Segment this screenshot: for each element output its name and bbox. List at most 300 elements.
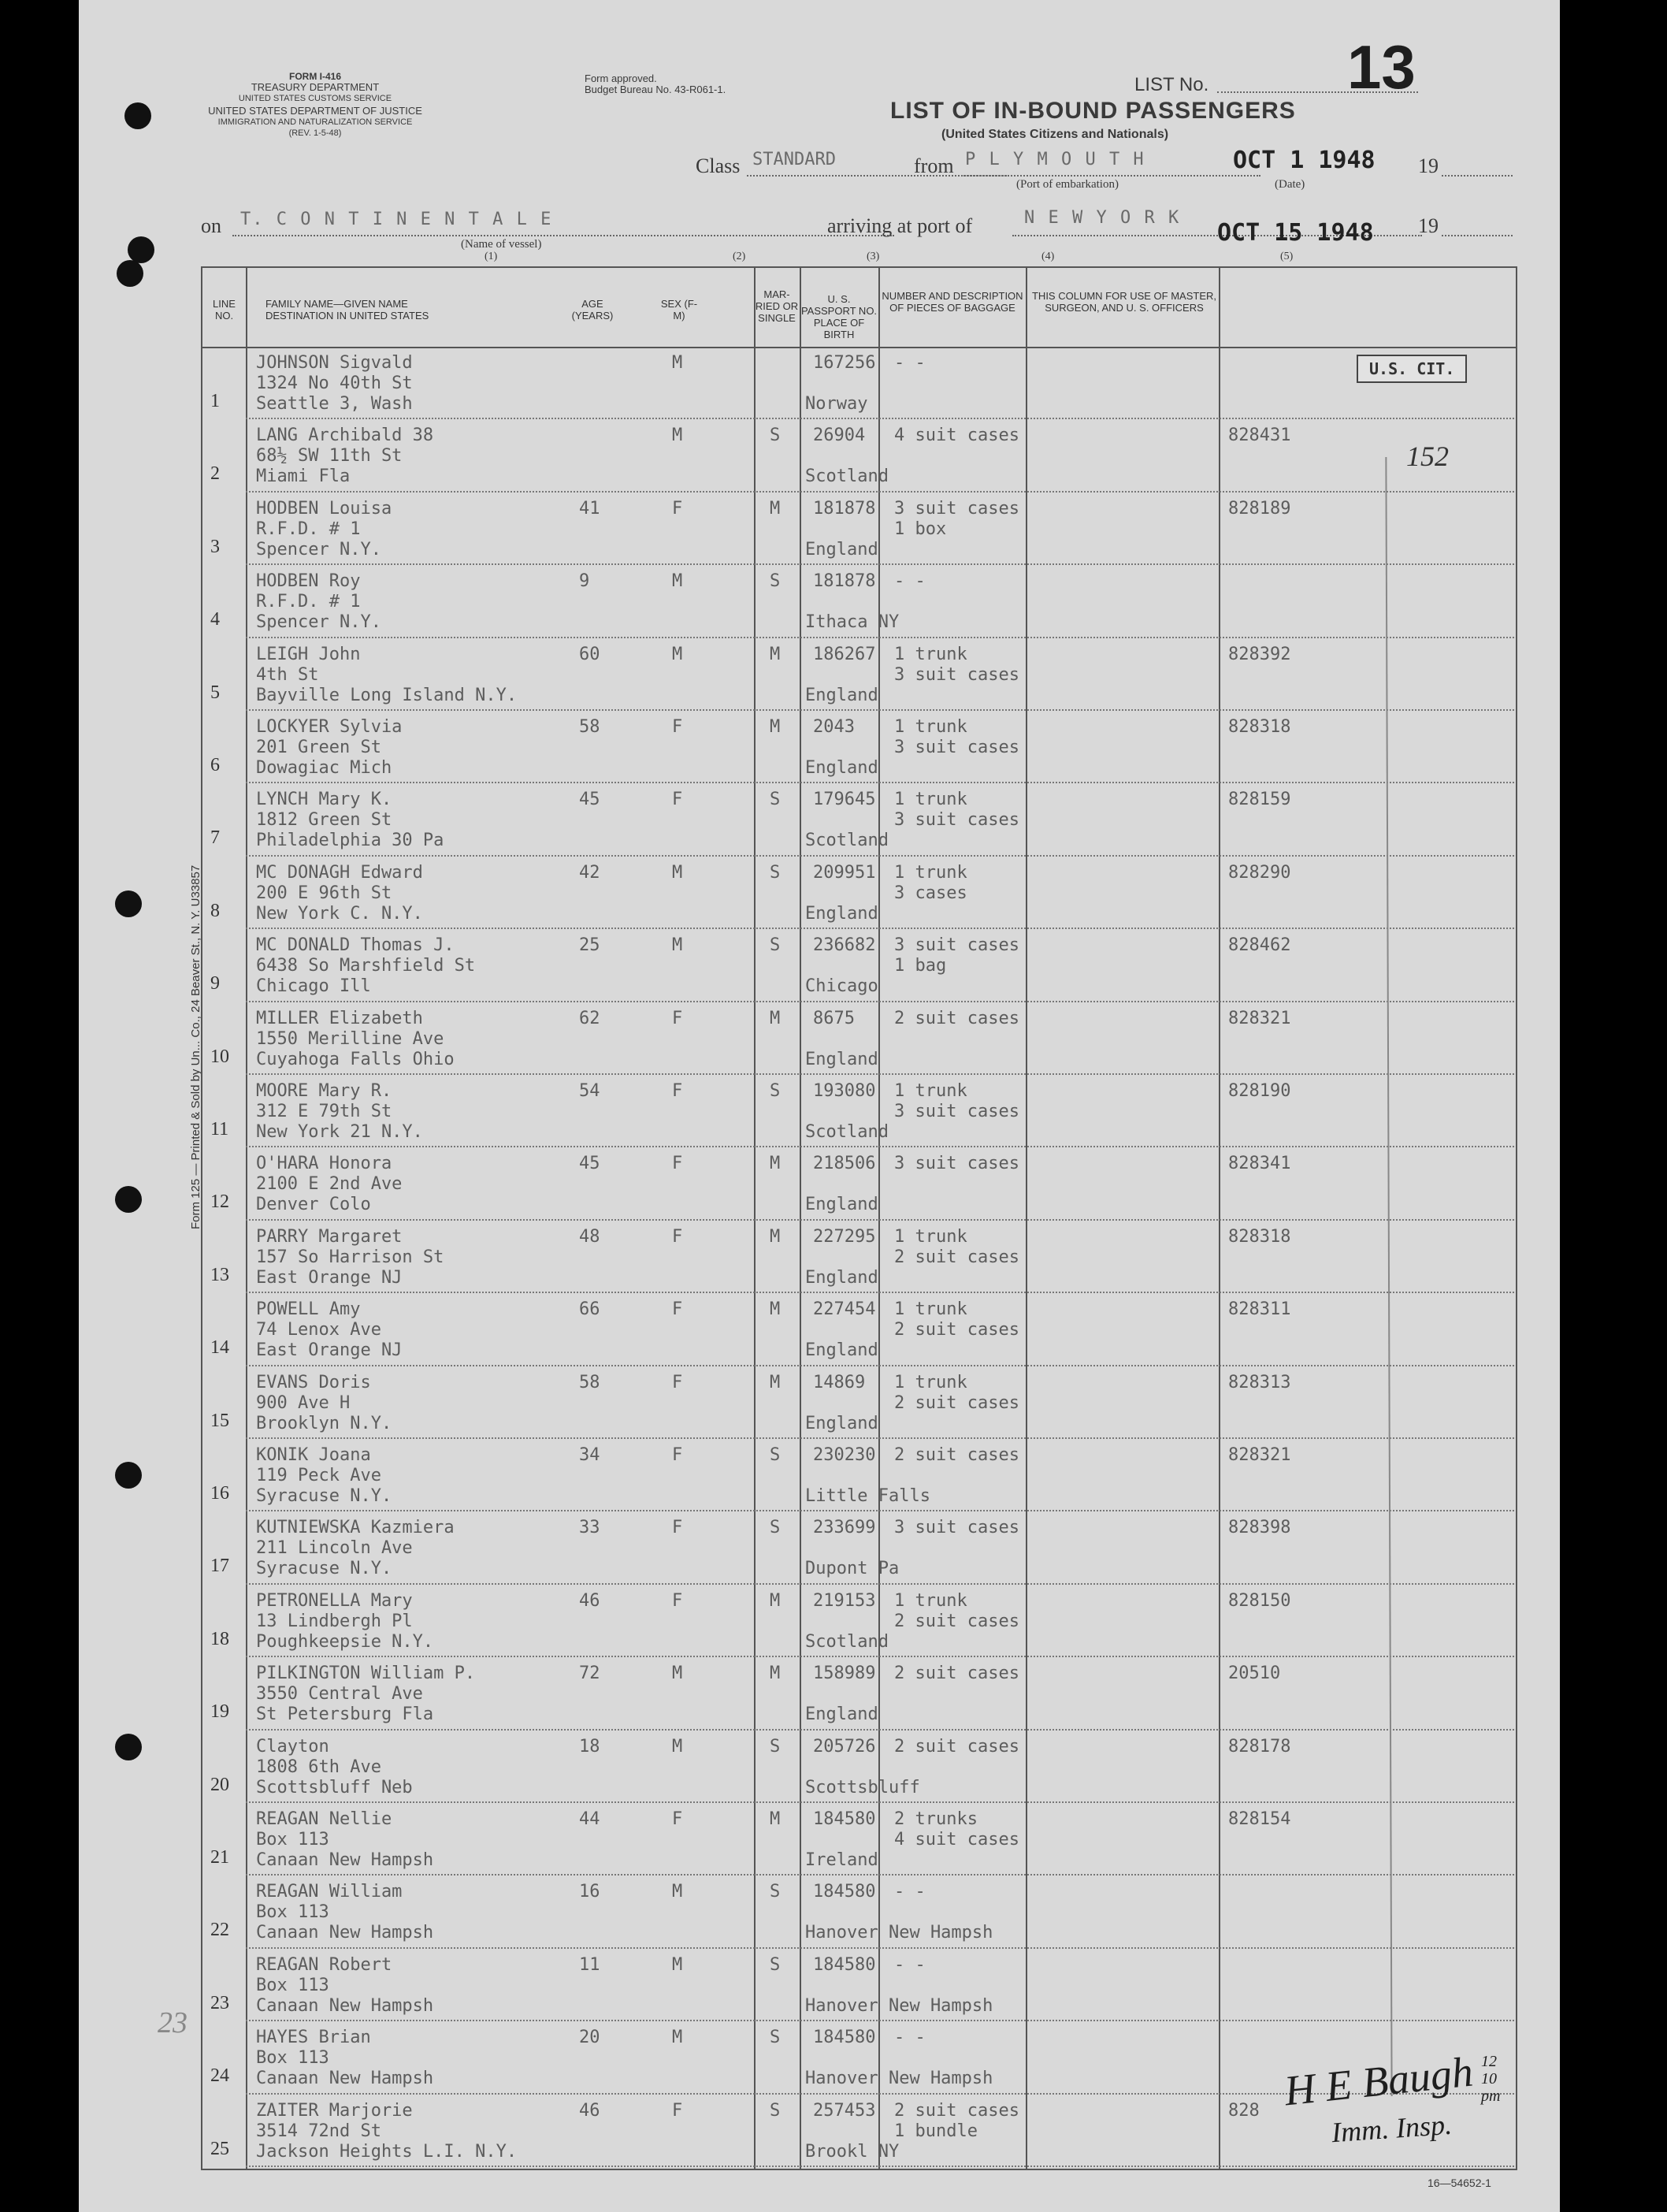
passenger-age: 45 — [579, 1154, 600, 1174]
passenger-name: MC DONALD Thomas J. — [256, 935, 455, 956]
passport-number: 8675 — [813, 1008, 855, 1028]
departure-date-stamp: OCT 1 1948 — [1233, 147, 1376, 174]
passenger-address: 13 Lindbergh Pl — [256, 1611, 413, 1631]
class-value: STANDARD — [752, 150, 836, 169]
passenger-marital-status: M — [770, 498, 781, 519]
passenger-sex: M — [672, 862, 683, 883]
passenger-marital-status: S — [770, 2028, 781, 2048]
passenger-address: 157 So Harrison St — [256, 1247, 444, 1267]
baggage-line-1: 1 trunk — [894, 644, 967, 664]
line-number: 1 — [210, 391, 220, 411]
officer-number: 828462 — [1228, 935, 1291, 956]
passenger-destination: East Orange NJ — [256, 1340, 403, 1361]
passenger-age: 25 — [579, 935, 600, 956]
passenger-marital-status: S — [770, 862, 781, 883]
place-of-birth: Scotland — [805, 831, 889, 851]
passenger-name: HODBEN Louisa — [256, 498, 392, 519]
on-label: on — [201, 214, 221, 237]
baggage-line-2: 3 suit cases — [894, 1102, 1019, 1121]
passport-number: 257453 — [813, 2100, 876, 2121]
place-of-birth: Dupont Pa — [805, 1559, 900, 1579]
row-divider — [246, 563, 1514, 565]
passenger-name: PARRY Margaret — [256, 1226, 403, 1247]
passenger-destination: Denver Colo — [256, 1195, 371, 1215]
passenger-age: 45 — [579, 790, 600, 810]
passenger-name: HODBEN Roy — [256, 571, 361, 592]
passenger-sex: F — [672, 1372, 683, 1392]
passenger-address: 1808 6th Ave — [256, 1757, 381, 1777]
passenger-sex: M — [672, 1954, 683, 1975]
col-sex: SEX (F-M) — [660, 298, 698, 322]
passenger-sex: F — [672, 1299, 683, 1320]
baggage-line-2: 3 suit cases — [894, 738, 1019, 757]
punch-hole — [115, 1462, 142, 1489]
place-of-birth: England — [805, 1340, 878, 1361]
passenger-sex: F — [672, 1445, 683, 1465]
place-of-birth: Hanover New Hampsh — [805, 2069, 993, 2089]
officer-number: 828 — [1228, 2100, 1260, 2121]
baggage-line-1: 1 trunk — [894, 1299, 967, 1320]
passenger-marital-status: M — [770, 717, 781, 737]
baggage-line-1: 1 trunk — [894, 717, 967, 737]
baggage-line-1: 1 trunk — [894, 862, 967, 883]
year-suffix: 19 — [1418, 154, 1439, 177]
passenger-age: 60 — [579, 644, 600, 664]
passenger-destination: Syracuse N.Y. — [256, 1486, 392, 1506]
date-caption: (Date) — [1275, 178, 1305, 191]
row-divider — [246, 928, 1514, 929]
passenger-sex: M — [672, 1882, 683, 1902]
baggage-line-1: - - — [894, 1954, 926, 1975]
passport-number: 181878 — [813, 498, 876, 519]
passenger-destination: East Orange NJ — [256, 1267, 403, 1288]
passenger-destination: Canaan New Hampsh — [256, 1995, 434, 2016]
passport-number: 227454 — [813, 1299, 876, 1320]
passenger-destination: Jackson Heights L.I. N.Y. — [256, 2141, 518, 2162]
baggage-line-1: 2 trunks — [894, 1809, 978, 1829]
line-number: 14 — [210, 1337, 229, 1359]
baggage-line-2: 2 suit cases — [894, 1247, 1019, 1267]
passenger-name: REAGAN Robert — [256, 1954, 392, 1975]
baggage-line-2: 1 box — [894, 519, 947, 539]
passenger-sex: F — [672, 1226, 683, 1247]
passenger-age: 62 — [579, 1008, 600, 1028]
officer-number: 828150 — [1228, 1590, 1291, 1611]
passenger-address: Box 113 — [256, 1975, 329, 1995]
passenger-address: 1550 Merilline Ave — [256, 1028, 444, 1049]
col-passport: U. S. PASSPORT NO. PLACE OF BIRTH — [800, 293, 878, 340]
row-divider — [246, 1656, 1514, 1657]
place-of-birth: Norway — [805, 394, 868, 414]
passenger-name: PETRONELLA Mary — [256, 1590, 413, 1611]
passenger-name: MOORE Mary R. — [256, 1081, 392, 1101]
passenger-sex: F — [672, 1809, 683, 1829]
baggage-line-2: 2 suit cases — [894, 1611, 1019, 1631]
passenger-address: 312 E 79th St — [256, 1102, 392, 1121]
baggage-line-1: 2 suit cases — [894, 1736, 1019, 1757]
passport-number: 186267 — [813, 644, 876, 664]
document-title: LIST OF IN-BOUND PASSENGERS — [890, 98, 1296, 124]
immigration-service: IMMIGRATION AND NATURALIZATION SERVICE — [217, 117, 413, 127]
vessel-name: T. C O N T I N E N T A L E — [240, 210, 553, 229]
baggage-line-1: 3 suit cases — [894, 1518, 1019, 1538]
passenger-sex: F — [672, 790, 683, 810]
passenger-name: MC DONAGH Edward — [256, 862, 423, 883]
us-citizen-stamp: U.S. CIT. — [1357, 355, 1467, 383]
from-label: from — [914, 154, 954, 177]
line-number: 6 — [210, 755, 220, 775]
place-of-birth: England — [805, 903, 878, 924]
list-no-value: 13 — [1347, 32, 1416, 102]
officer-number: 828392 — [1228, 644, 1291, 664]
officer-number: 828341 — [1228, 1154, 1291, 1174]
baggage-line-2: 3 suit cases — [894, 664, 1019, 685]
baggage-line-1: 4 suit cases — [894, 426, 1019, 446]
col-married: MAR- RIED OR SINGLE — [755, 288, 799, 324]
punch-hole — [124, 102, 151, 129]
officer-number: 828431 — [1228, 426, 1291, 446]
punch-hole — [115, 1734, 142, 1760]
line-number: 4 — [210, 609, 220, 630]
line-number: 18 — [210, 1628, 229, 1649]
row-divider — [246, 1001, 1514, 1002]
printer-imprint: Form 125 — Printed & Sold by Un... Co., 24 Beaver St., N. Y. U33857 — [189, 864, 202, 1229]
passenger-marital-status: S — [770, 790, 781, 810]
passenger-sex: F — [672, 1154, 683, 1174]
passport-number: 167256 — [813, 353, 876, 373]
passport-number: 184580 — [813, 1809, 876, 1829]
passenger-sex: M — [672, 644, 683, 664]
line-number: 10 — [210, 1046, 229, 1067]
passenger-destination: Spencer N.Y. — [256, 539, 381, 560]
officer-number: 828311 — [1228, 1299, 1291, 1320]
baggage-line-2: 1 bag — [894, 956, 947, 976]
place-of-birth: Ireland — [805, 1850, 878, 1870]
passenger-sex: M — [672, 1736, 683, 1757]
arrival-date-stamp: OCT 15 1948 — [1217, 219, 1374, 247]
document-subtitle: (United States Citizens and Nationals) — [941, 128, 1169, 141]
passport-number: 14869 — [813, 1372, 866, 1392]
passenger-age: 66 — [579, 1299, 600, 1320]
officer-number: 828321 — [1228, 1445, 1291, 1465]
passenger-age: 9 — [579, 571, 590, 592]
form-number: FORM I-416 — [288, 71, 341, 82]
form-approved: Form approved. — [585, 72, 657, 84]
passenger-destination: Miami Fla — [256, 467, 351, 487]
passenger-sex: F — [672, 1590, 683, 1611]
passenger-sex: F — [672, 1008, 683, 1028]
passenger-name: LOCKYER Sylvia — [256, 717, 403, 737]
col-age: AGE (YEARS) — [571, 298, 614, 322]
place-of-birth: Scottsbluff — [805, 1777, 920, 1797]
baggage-line-1: - - — [894, 2028, 926, 2048]
dotted-leader — [961, 175, 1260, 177]
row-divider — [246, 1219, 1514, 1221]
row-divider — [246, 1510, 1514, 1511]
passenger-name: LEIGH John — [256, 644, 361, 664]
budget-bureau: Budget Bureau No. 43-R061-1. — [585, 84, 726, 95]
passenger-address: 3550 Central Ave — [256, 1684, 423, 1705]
passenger-marital-status: S — [770, 426, 781, 446]
passenger-destination: Poughkeepsie N.Y. — [256, 1631, 434, 1652]
line-number: 3 — [210, 536, 220, 557]
passenger-destination: New York C. N.Y. — [256, 903, 423, 924]
arrival-port: N E W Y O R K — [1024, 208, 1181, 228]
justice-dept: UNITED STATES DEPARTMENT OF JUSTICE — [208, 105, 422, 117]
baggage-line-1: 2 suit cases — [894, 1664, 1019, 1684]
passenger-marital-status: M — [770, 1226, 781, 1247]
row-divider — [246, 1073, 1514, 1075]
passenger-name: EVANS Doris — [256, 1372, 371, 1392]
passenger-sex: F — [672, 1081, 683, 1101]
passenger-marital-status: S — [770, 935, 781, 956]
row-divider — [246, 1583, 1514, 1585]
line-number: 24 — [210, 2065, 229, 2087]
passenger-destination: Canaan New Hampsh — [256, 1850, 434, 1870]
col-num-2: (2) — [733, 251, 746, 262]
passenger-sex: M — [672, 935, 683, 956]
place-of-birth: Scotland — [805, 1631, 889, 1652]
line-number: 21 — [210, 1847, 229, 1868]
passenger-sex: M — [672, 353, 683, 373]
passenger-address: Box 113 — [256, 1902, 329, 1923]
passport-number: 230230 — [813, 1445, 876, 1465]
passenger-marital-status: M — [770, 1809, 781, 1829]
passenger-age: 72 — [579, 1664, 600, 1684]
passenger-sex: F — [672, 2100, 683, 2121]
row-divider — [246, 1365, 1514, 1366]
baggage-line-1: 2 suit cases — [894, 1008, 1019, 1028]
passenger-sex: F — [672, 498, 683, 519]
passenger-sex: F — [672, 1518, 683, 1538]
baggage-line-1: 1 trunk — [894, 1081, 967, 1101]
baggage-line-1: 1 trunk — [894, 1590, 967, 1611]
line-number: 11 — [210, 1119, 229, 1139]
passenger-marital-status: S — [770, 2100, 781, 2121]
row-divider — [246, 1146, 1514, 1147]
officer-number: 828190 — [1228, 1081, 1291, 1101]
line-number: 22 — [210, 1920, 229, 1941]
passenger-address: 6438 So Marshfield St — [256, 956, 476, 976]
passport-number: 181878 — [813, 571, 876, 592]
baggage-line-1: 3 suit cases — [894, 1154, 1019, 1174]
passenger-destination: Chicago Ill — [256, 976, 371, 997]
col-num-4: (4) — [1041, 251, 1055, 262]
passenger-name: POWELL Amy — [256, 1299, 361, 1320]
passenger-sex: M — [672, 426, 683, 446]
passenger-age: 54 — [579, 1081, 600, 1101]
passenger-destination: Dowagiac Mich — [256, 758, 392, 778]
place-of-birth: England — [805, 685, 878, 705]
passenger-age: 16 — [579, 1882, 600, 1902]
handwritten-line — [1385, 457, 1392, 2096]
officer-number: 828290 — [1228, 862, 1291, 883]
passenger-destination: St Petersburg Fla — [256, 1705, 434, 1725]
passenger-name: PILKINGTON William P. — [256, 1664, 476, 1684]
line-number: 7 — [210, 827, 220, 849]
line-number: 17 — [210, 1556, 229, 1577]
passenger-marital-status: M — [770, 1664, 781, 1684]
passenger-name: KONIK Joana — [256, 1445, 371, 1465]
passenger-destination: Canaan New Hampsh — [256, 2069, 434, 2089]
vessel-caption: (Name of vessel) — [461, 238, 542, 251]
col-name: FAMILY NAME—GIVEN NAME DESTINATION IN UNITED STATES — [265, 298, 429, 322]
baggage-line-1: 1 trunk — [894, 790, 967, 810]
baggage-line-2: 4 suit cases — [894, 1830, 1019, 1850]
passenger-marital-status: M — [770, 1372, 781, 1392]
col-line-no: LINE NO. — [213, 298, 236, 322]
header-rule — [202, 347, 1516, 348]
dotted-leader — [232, 235, 894, 236]
baggage-line-1: 2 suit cases — [894, 2100, 1019, 2121]
passenger-marital-status: M — [770, 1008, 781, 1028]
passenger-sex: F — [672, 717, 683, 737]
passenger-name: Clayton — [256, 1736, 329, 1757]
place-of-birth: Scotland — [805, 467, 889, 487]
officer-number: 828318 — [1228, 717, 1291, 737]
passport-number: 26904 — [813, 426, 866, 446]
passenger-name: MILLER Elizabeth — [256, 1008, 423, 1028]
row-divider — [246, 709, 1514, 711]
place-of-birth: Hanover New Hampsh — [805, 1995, 993, 2016]
row-divider — [246, 855, 1514, 857]
place-of-birth: England — [805, 758, 878, 778]
row-divider — [246, 1292, 1514, 1293]
baggage-line-2: 1 bundle — [894, 2121, 978, 2141]
baggage-line-1: 2 suit cases — [894, 1445, 1019, 1465]
row-divider — [246, 491, 1514, 493]
passenger-name: REAGAN Nellie — [256, 1809, 392, 1829]
passenger-sex: M — [672, 2028, 683, 2048]
baggage-line-2: 3 suit cases — [894, 810, 1019, 831]
line-number: 23 — [210, 1992, 229, 2013]
passport-number: 184580 — [813, 2028, 876, 2048]
baggage-line-1: 1 trunk — [894, 1372, 967, 1392]
passenger-address: 68½ SW 11th St — [256, 446, 403, 467]
passenger-marital-status: S — [770, 1736, 781, 1757]
passenger-destination: Seattle 3, Wash — [256, 394, 413, 414]
passenger-destination: New York 21 N.Y. — [256, 1122, 423, 1142]
punch-hole — [115, 890, 142, 917]
line-number: 12 — [210, 1192, 229, 1213]
row-divider — [246, 2166, 1514, 2167]
place-of-birth: Ithaca NY — [805, 612, 900, 633]
passenger-age: 41 — [579, 498, 600, 519]
passenger-marital-status: M — [770, 1590, 781, 1611]
passport-number: 184580 — [813, 1882, 876, 1902]
col-baggage: NUMBER AND DESCRIPTION OF PIECES OF BAGGAGE — [882, 290, 1023, 314]
footer-code: 16—54652-1 — [1428, 2177, 1491, 2189]
baggage-line-1: 1 trunk — [894, 1226, 967, 1247]
year-suffix: 19 — [1418, 214, 1439, 237]
punch-hole — [117, 260, 143, 287]
line-number: 16 — [210, 1483, 229, 1504]
passenger-sex: M — [672, 571, 683, 592]
officer-number: 828313 — [1228, 1372, 1291, 1392]
passenger-marital-status: M — [770, 644, 781, 664]
passport-number: 205726 — [813, 1736, 876, 1757]
baggage-line-2: 3 cases — [894, 883, 967, 903]
passenger-marital-status: S — [770, 571, 781, 592]
officer-number: 828178 — [1228, 1736, 1291, 1757]
list-no-label: LIST No. — [1134, 74, 1209, 95]
passenger-address: 1812 Green St — [256, 810, 392, 831]
passenger-address: 2100 E 2nd Ave — [256, 1174, 403, 1195]
passenger-name: JOHNSON Sigvald — [256, 353, 413, 373]
line-number: 19 — [210, 1701, 229, 1723]
baggage-line-1: 3 suit cases — [894, 498, 1019, 519]
passenger-name: LANG Archibald 38 — [256, 426, 434, 446]
passenger-destination: Philadelphia 30 Pa — [256, 831, 444, 851]
baggage-line-2: 2 suit cases — [894, 1320, 1019, 1340]
row-divider — [246, 1874, 1514, 1876]
passport-number: 227295 — [813, 1226, 876, 1247]
passenger-destination: Spencer N.Y. — [256, 612, 381, 633]
manifest-sheet — [79, 0, 1560, 2212]
passenger-age: 58 — [579, 717, 600, 737]
passenger-address: 4th St — [256, 664, 319, 685]
passport-number: 184580 — [813, 1954, 876, 1975]
port-embark-caption: (Port of embarkation) — [1016, 178, 1119, 191]
passenger-count-handwritten: 152 — [1406, 441, 1449, 472]
passenger-address: 201 Green St — [256, 738, 381, 757]
passenger-address: Box 113 — [256, 1830, 329, 1850]
customs-service: UNITED STATES CUSTOMS SERVICE — [238, 94, 392, 103]
place-of-birth: England — [805, 1705, 878, 1725]
passenger-age: 18 — [579, 1736, 600, 1757]
passenger-marital-status: S — [770, 1954, 781, 1975]
line-number: 13 — [210, 1264, 229, 1285]
passenger-address: 200 E 96th St — [256, 883, 392, 903]
arriving-label: arriving at port of — [827, 214, 973, 237]
passenger-table — [201, 266, 1517, 2170]
line-number: 15 — [210, 1410, 229, 1431]
passenger-age: 20 — [579, 2028, 600, 2048]
passport-number: 209951 — [813, 862, 876, 883]
passenger-address: 1324 No 40th St — [256, 374, 413, 393]
passenger-name: HAYES Brian — [256, 2028, 371, 2048]
col-officers: THIS COLUMN FOR USE OF MASTER, SURGEON, AND U. S. OFFICERS — [1031, 290, 1216, 314]
officer-number: 828159 — [1228, 790, 1291, 810]
passport-number: 193080 — [813, 1081, 876, 1101]
passport-number: 2043 — [813, 717, 855, 737]
passenger-destination: Syracuse N.Y. — [256, 1559, 392, 1579]
passenger-age: 42 — [579, 862, 600, 883]
passenger-age: 46 — [579, 2100, 600, 2121]
place-of-birth: Scotland — [805, 1122, 889, 1142]
col-num-5: (5) — [1280, 251, 1294, 262]
passenger-address: 900 Ave H — [256, 1392, 351, 1413]
officer-number: 828318 — [1228, 1226, 1291, 1247]
place-of-birth: England — [805, 1049, 878, 1069]
passenger-address: R.F.D. # 1 — [256, 592, 361, 612]
passenger-address: Box 113 — [256, 2048, 329, 2069]
class-label: Class — [696, 154, 741, 177]
line-number: 9 — [210, 973, 220, 994]
passenger-address: 74 Lenox Ave — [256, 1320, 381, 1340]
line-number: 5 — [210, 682, 220, 703]
dotted-leader — [1442, 175, 1513, 177]
passenger-marital-status: M — [770, 1299, 781, 1320]
inspector-title: Imm. Insp. — [1330, 2108, 1454, 2149]
officer-number: 828398 — [1228, 1518, 1291, 1538]
passenger-name: KUTNIEWSKA Kazmiera — [256, 1518, 455, 1538]
treasury-dept: TREASURY DEPARTMENT — [251, 81, 380, 93]
passenger-name: REAGAN William — [256, 1882, 403, 1902]
passenger-marital-status: S — [770, 1882, 781, 1902]
passenger-destination: Bayville Long Island N.Y. — [256, 685, 518, 705]
passenger-address: 119 Peck Ave — [256, 1466, 381, 1485]
